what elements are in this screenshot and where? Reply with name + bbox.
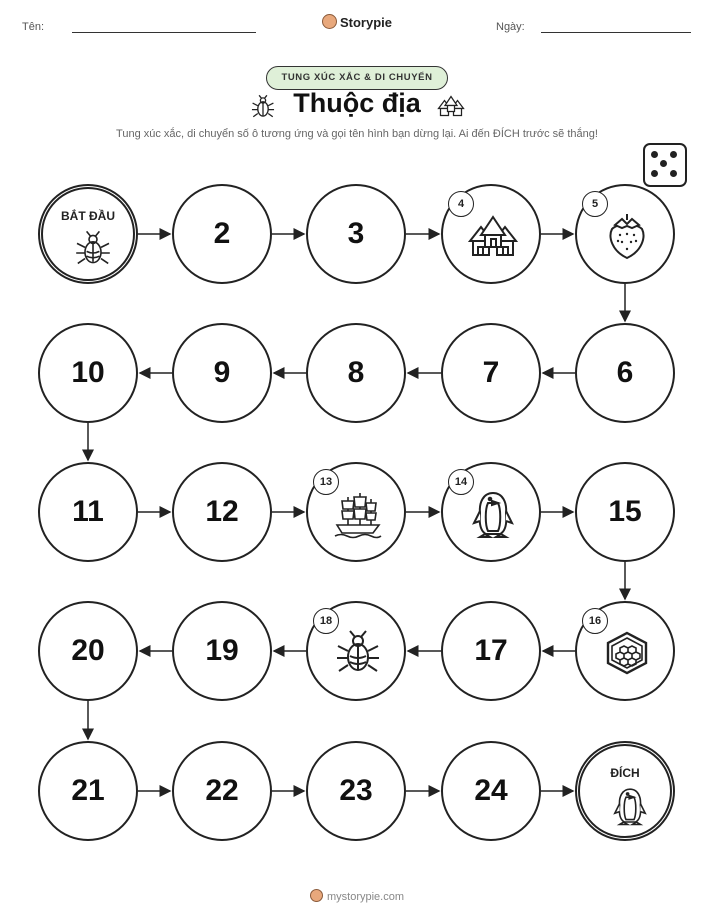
board-cell-3[interactable] [306,184,406,284]
bug-icon [73,229,113,269]
cell-number-badge: 16 [582,608,608,634]
board-cell-18[interactable] [306,601,406,701]
board-cell-9[interactable] [172,323,272,423]
cell-number: 8 [347,356,365,389]
cell-number: 24 [474,774,508,807]
bear-icon [310,889,323,902]
board-cell-11[interactable] [38,462,138,562]
board-cell-8[interactable] [306,323,406,423]
brand-name: Storypie [339,15,392,30]
page-title: Thuộc địa [293,88,421,118]
cell-number-badge: 18 [313,608,339,634]
name-label: Tên: [22,21,45,33]
cell-number-badge: 5 [582,191,608,217]
finish-label: ĐÍCH [610,766,640,780]
board-cell-23[interactable] [306,741,406,841]
start-label: BẮT ĐẦU [61,209,115,223]
finish-cell[interactable] [575,741,675,841]
cell-number: 21 [71,774,105,807]
penguin-icon [468,489,518,539]
ship-icon [333,489,383,539]
board-cell-17[interactable] [441,601,541,701]
board-cell-12[interactable] [172,462,272,562]
date-label: Ngày: [496,21,525,33]
board-cell-7[interactable] [441,323,541,423]
huts-icon [468,211,518,261]
bug-icon [333,628,383,678]
board-cell-15[interactable] [575,462,675,562]
cell-number: 17 [474,634,508,667]
cell-number: 9 [213,356,231,389]
board-cell-21[interactable] [38,741,138,841]
board-cell-10[interactable] [38,323,138,423]
penguin-icon [610,786,650,826]
cell-number-badge: 13 [313,469,339,495]
footer-site: mystorypie.com [326,891,405,903]
cell-number: 6 [616,356,634,389]
cell-number: 23 [339,774,373,807]
cell-number: 15 [608,495,642,528]
board-cell-4[interactable] [441,184,541,284]
instructions: Tung xúc xắc, di chuyển số ô tương ứng và gọi tên hình bạn dừng lại. Ai đến ĐÍCH trước sẽ thắng! [116,128,598,140]
cell-number: 12 [205,495,239,528]
board-cell-16[interactable] [575,601,675,701]
cell-number: 20 [71,634,105,667]
cell-number-badge: 14 [448,469,474,495]
board-cell-2[interactable] [172,184,272,284]
footer [0,889,714,903]
cell-number: 22 [205,774,239,807]
board-cell-22[interactable] [172,741,272,841]
strawberry-icon [602,211,652,261]
start-cell[interactable] [38,184,138,284]
board-cell-24[interactable] [441,741,541,841]
cell-number: 7 [482,356,500,389]
activity-tag: TUNG XÚC XẮC & DI CHUYỂN [266,66,448,90]
cell-number: 10 [71,356,105,389]
cell-number: 11 [72,495,104,528]
board-cell-13[interactable] [306,462,406,562]
cell-number: 19 [205,634,239,667]
board-cell-20[interactable] [38,601,138,701]
board-cell-5[interactable] [575,184,675,284]
honeycomb-icon [602,628,652,678]
board-cell-19[interactable] [172,601,272,701]
cell-number: 2 [213,217,231,250]
cell-number: 3 [347,217,365,250]
cell-number-badge: 4 [448,191,474,217]
board-cell-6[interactable] [575,323,675,423]
board-cell-14[interactable] [441,462,541,562]
